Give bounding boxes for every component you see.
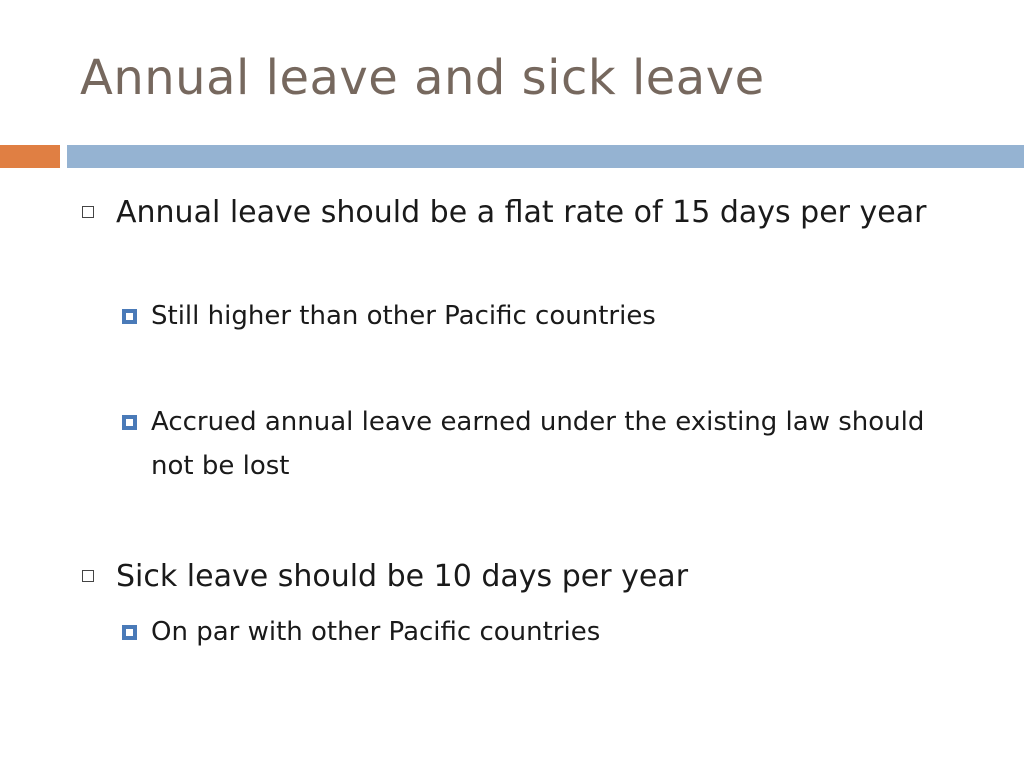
- filled-square-bullet-icon: [122, 309, 137, 324]
- sub-bullet-item: [118, 610, 948, 654]
- sub-bullet-item: [118, 400, 948, 488]
- bullet-text: Sick leave should be 10 days per year: [116, 559, 689, 594]
- slide-title: Annual leave and sick leave: [80, 50, 765, 106]
- bullet-item-sick-leave: [78, 553, 978, 601]
- filled-square-bullet-icon: [122, 415, 137, 430]
- hollow-square-bullet-icon: [82, 570, 94, 582]
- bullet-text: Annual leave should be a flat rate of 15 days per year: [116, 195, 927, 230]
- sub-bullet-text: On par with other Pacific countries: [151, 617, 601, 647]
- title-divider-bar: [67, 145, 1024, 168]
- title-accent-bar: [0, 145, 60, 168]
- filled-square-bullet-icon: [122, 625, 137, 640]
- sub-bullet-text: Still higher than other Pacific countries: [151, 301, 656, 331]
- sub-bullet-item: [118, 294, 948, 338]
- bullet-item-annual-leave: [78, 189, 978, 237]
- sub-bullet-text: Accrued annual leave earned under the existing law should not be lost: [151, 407, 925, 481]
- hollow-square-bullet-icon: [82, 206, 94, 218]
